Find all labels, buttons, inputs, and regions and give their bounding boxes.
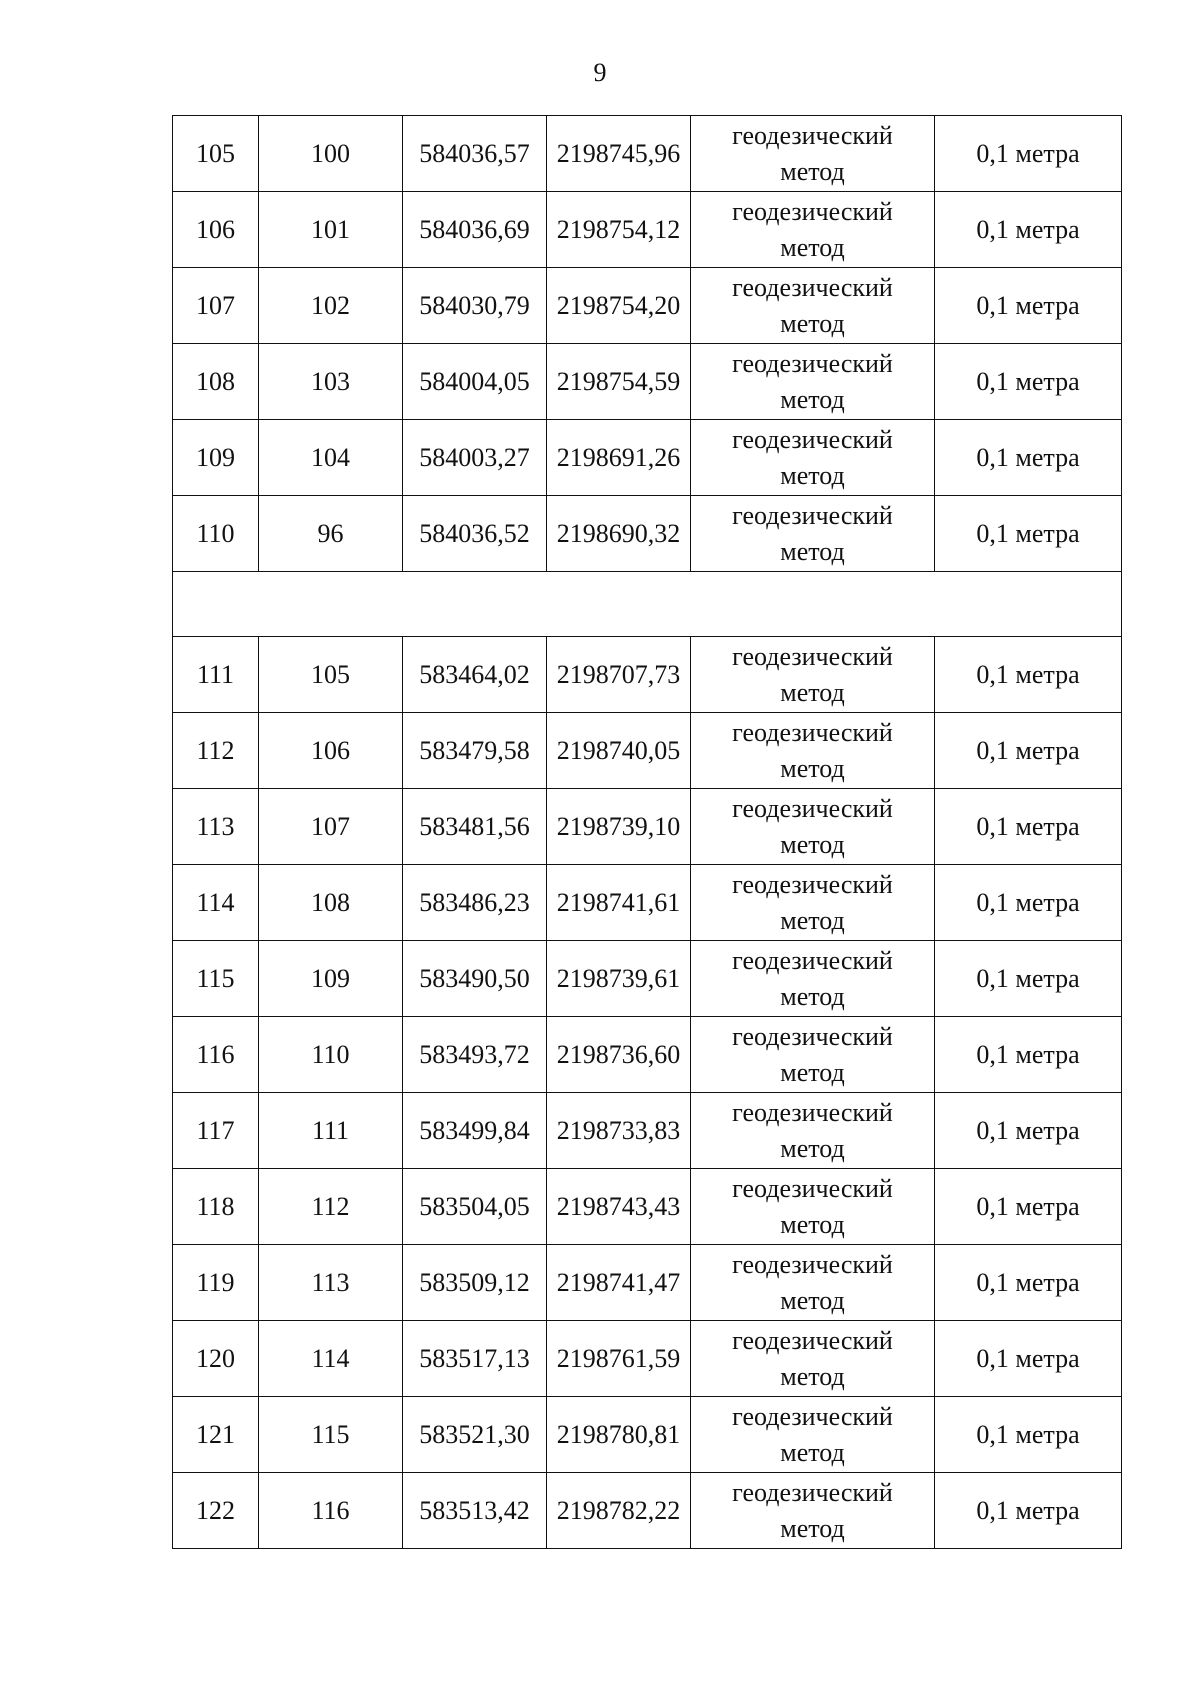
accuracy-cell: 0,1 метра [935,1017,1122,1093]
row-number-cell: 117 [173,1093,259,1169]
method-line-2: метод [780,905,845,935]
coordinates-table-body [173,116,1122,1549]
x-coordinate-cell: 583481,56 [403,789,547,865]
table-row [173,1093,1122,1169]
x-coordinate-cell: 583509,12 [403,1245,547,1321]
point-number-cell: 107 [259,789,403,865]
method-line-2: метод [780,1513,845,1543]
method-cell [691,116,935,192]
y-coordinate-cell: 2198707,73 [547,637,691,713]
y-coordinate-cell: 2198733,83 [547,1093,691,1169]
x-coordinate-cell: 583486,23 [403,865,547,941]
y-coordinate-cell: 2198739,61 [547,941,691,1017]
x-coordinate-cell: 583493,72 [403,1017,547,1093]
accuracy-cell: 0,1 метра [935,344,1122,420]
accuracy-cell: 0,1 метра [935,1093,1122,1169]
method-cell [691,192,935,268]
table-row [173,1321,1122,1397]
method-line-2: метод [780,829,845,859]
x-coordinate-cell: 584036,57 [403,116,547,192]
method-line-1: геодезический [732,500,893,530]
accuracy-cell: 0,1 метра [935,268,1122,344]
y-coordinate-cell: 2198761,59 [547,1321,691,1397]
x-coordinate-cell: 583499,84 [403,1093,547,1169]
method-line-1: геодезический [732,793,893,823]
method-cell [691,1473,935,1549]
method-cell [691,865,935,941]
method-line-2: метод [780,232,845,262]
method-line-1: геодезический [732,1477,893,1507]
row-number-cell: 116 [173,1017,259,1093]
method-line-2: метод [780,1209,845,1239]
x-coordinate-cell: 583521,30 [403,1397,547,1473]
method-line-2: метод [780,753,845,783]
row-number-cell: 115 [173,941,259,1017]
accuracy-cell: 0,1 метра [935,1397,1122,1473]
y-coordinate-cell: 2198740,05 [547,713,691,789]
table-row [173,496,1122,572]
method-cell [691,268,935,344]
method-cell [691,1017,935,1093]
method-line-2: метод [780,677,845,707]
method-cell [691,496,935,572]
y-coordinate-cell: 2198754,12 [547,192,691,268]
method-line-1: геодезический [732,869,893,899]
row-number-cell: 114 [173,865,259,941]
y-coordinate-cell: 2198741,47 [547,1245,691,1321]
accuracy-cell: 0,1 метра [935,1245,1122,1321]
table-row [173,1245,1122,1321]
coordinates-table [172,115,1122,1549]
table-row [173,268,1122,344]
method-line-2: метод [780,536,845,566]
row-number-cell: 111 [173,637,259,713]
method-line-2: метод [780,1057,845,1087]
method-line-1: геодезический [732,1249,893,1279]
table-row [173,789,1122,865]
y-coordinate-cell: 2198741,61 [547,865,691,941]
method-cell [691,713,935,789]
method-line-1: геодезический [732,1021,893,1051]
table-row [173,344,1122,420]
table-row [173,1169,1122,1245]
accuracy-cell: 0,1 метра [935,713,1122,789]
method-line-2: метод [780,981,845,1011]
y-coordinate-cell: 2198782,22 [547,1473,691,1549]
accuracy-cell: 0,1 метра [935,116,1122,192]
table-row [173,1017,1122,1093]
point-number-cell: 109 [259,941,403,1017]
table-row [173,1473,1122,1549]
y-coordinate-cell: 2198754,59 [547,344,691,420]
table-row [173,1397,1122,1473]
table-row [173,116,1122,192]
row-number-cell: 119 [173,1245,259,1321]
x-coordinate-cell: 584004,05 [403,344,547,420]
point-number-cell: 106 [259,713,403,789]
method-line-1: геодезический [732,120,893,150]
accuracy-cell: 0,1 метра [935,941,1122,1017]
method-cell [691,1169,935,1245]
point-number-cell: 108 [259,865,403,941]
y-coordinate-cell: 2198754,20 [547,268,691,344]
method-line-1: геодезический [732,1173,893,1203]
table-row [173,637,1122,713]
accuracy-cell: 0,1 метра [935,1473,1122,1549]
method-line-1: геодезический [732,945,893,975]
row-number-cell: 113 [173,789,259,865]
y-coordinate-cell: 2198743,43 [547,1169,691,1245]
x-coordinate-cell: 583490,50 [403,941,547,1017]
method-line-1: геодезический [732,424,893,454]
method-cell [691,789,935,865]
point-number-cell: 113 [259,1245,403,1321]
accuracy-cell: 0,1 метра [935,1169,1122,1245]
method-line-2: метод [780,1361,845,1391]
method-line-1: геодезический [732,272,893,302]
x-coordinate-cell: 584030,79 [403,268,547,344]
method-line-1: геодезический [732,641,893,671]
method-line-1: геодезический [732,1401,893,1431]
point-number-cell: 110 [259,1017,403,1093]
row-number-cell: 121 [173,1397,259,1473]
method-line-2: метод [780,460,845,490]
x-coordinate-cell: 583517,13 [403,1321,547,1397]
method-line-2: метод [780,1285,845,1315]
accuracy-cell: 0,1 метра [935,420,1122,496]
accuracy-cell: 0,1 метра [935,789,1122,865]
point-number-cell: 111 [259,1093,403,1169]
row-number-cell: 107 [173,268,259,344]
method-cell [691,420,935,496]
x-coordinate-cell: 584036,52 [403,496,547,572]
method-cell [691,1245,935,1321]
method-line-2: метод [780,1437,845,1467]
method-line-1: геодезический [732,717,893,747]
method-line-2: метод [780,308,845,338]
accuracy-cell: 0,1 метра [935,1321,1122,1397]
table-row [173,420,1122,496]
x-coordinate-cell: 584036,69 [403,192,547,268]
method-cell [691,1397,935,1473]
point-number-cell: 114 [259,1321,403,1397]
point-number-cell: 115 [259,1397,403,1473]
row-number-cell: 105 [173,116,259,192]
table-row [173,713,1122,789]
method-line-1: геодезический [732,348,893,378]
y-coordinate-cell: 2198780,81 [547,1397,691,1473]
x-coordinate-cell: 584003,27 [403,420,547,496]
method-cell [691,1093,935,1169]
row-number-cell: 118 [173,1169,259,1245]
x-coordinate-cell: 583504,05 [403,1169,547,1245]
point-number-cell: 103 [259,344,403,420]
y-coordinate-cell: 2198736,60 [547,1017,691,1093]
point-number-cell: 102 [259,268,403,344]
point-number-cell: 105 [259,637,403,713]
table-row [173,865,1122,941]
accuracy-cell: 0,1 метра [935,496,1122,572]
row-number-cell: 106 [173,192,259,268]
accuracy-cell: 0,1 метра [935,192,1122,268]
separator-cell [173,572,1122,637]
method-line-1: геодезический [732,196,893,226]
x-coordinate-cell: 583513,42 [403,1473,547,1549]
method-line-2: метод [780,384,845,414]
method-line-2: метод [780,1133,845,1163]
row-number-cell: 108 [173,344,259,420]
method-cell [691,637,935,713]
point-number-cell: 96 [259,496,403,572]
row-number-cell: 112 [173,713,259,789]
method-line-1: геодезический [732,1325,893,1355]
accuracy-cell: 0,1 метра [935,637,1122,713]
method-line-1: геодезический [732,1097,893,1127]
page-number: 9 [593,58,607,87]
point-number-cell: 112 [259,1169,403,1245]
row-number-cell: 109 [173,420,259,496]
method-cell [691,941,935,1017]
separator-row [173,572,1122,637]
point-number-cell: 116 [259,1473,403,1549]
x-coordinate-cell: 583464,02 [403,637,547,713]
y-coordinate-cell: 2198691,26 [547,420,691,496]
method-line-2: метод [780,156,845,186]
y-coordinate-cell: 2198690,32 [547,496,691,572]
table-row [173,192,1122,268]
point-number-cell: 104 [259,420,403,496]
row-number-cell: 122 [173,1473,259,1549]
table-row [173,941,1122,1017]
y-coordinate-cell: 2198745,96 [547,116,691,192]
point-number-cell: 101 [259,192,403,268]
point-number-cell: 100 [259,116,403,192]
accuracy-cell: 0,1 метра [935,865,1122,941]
method-cell [691,1321,935,1397]
method-cell [691,344,935,420]
row-number-cell: 120 [173,1321,259,1397]
y-coordinate-cell: 2198739,10 [547,789,691,865]
x-coordinate-cell: 583479,58 [403,713,547,789]
row-number-cell: 110 [173,496,259,572]
